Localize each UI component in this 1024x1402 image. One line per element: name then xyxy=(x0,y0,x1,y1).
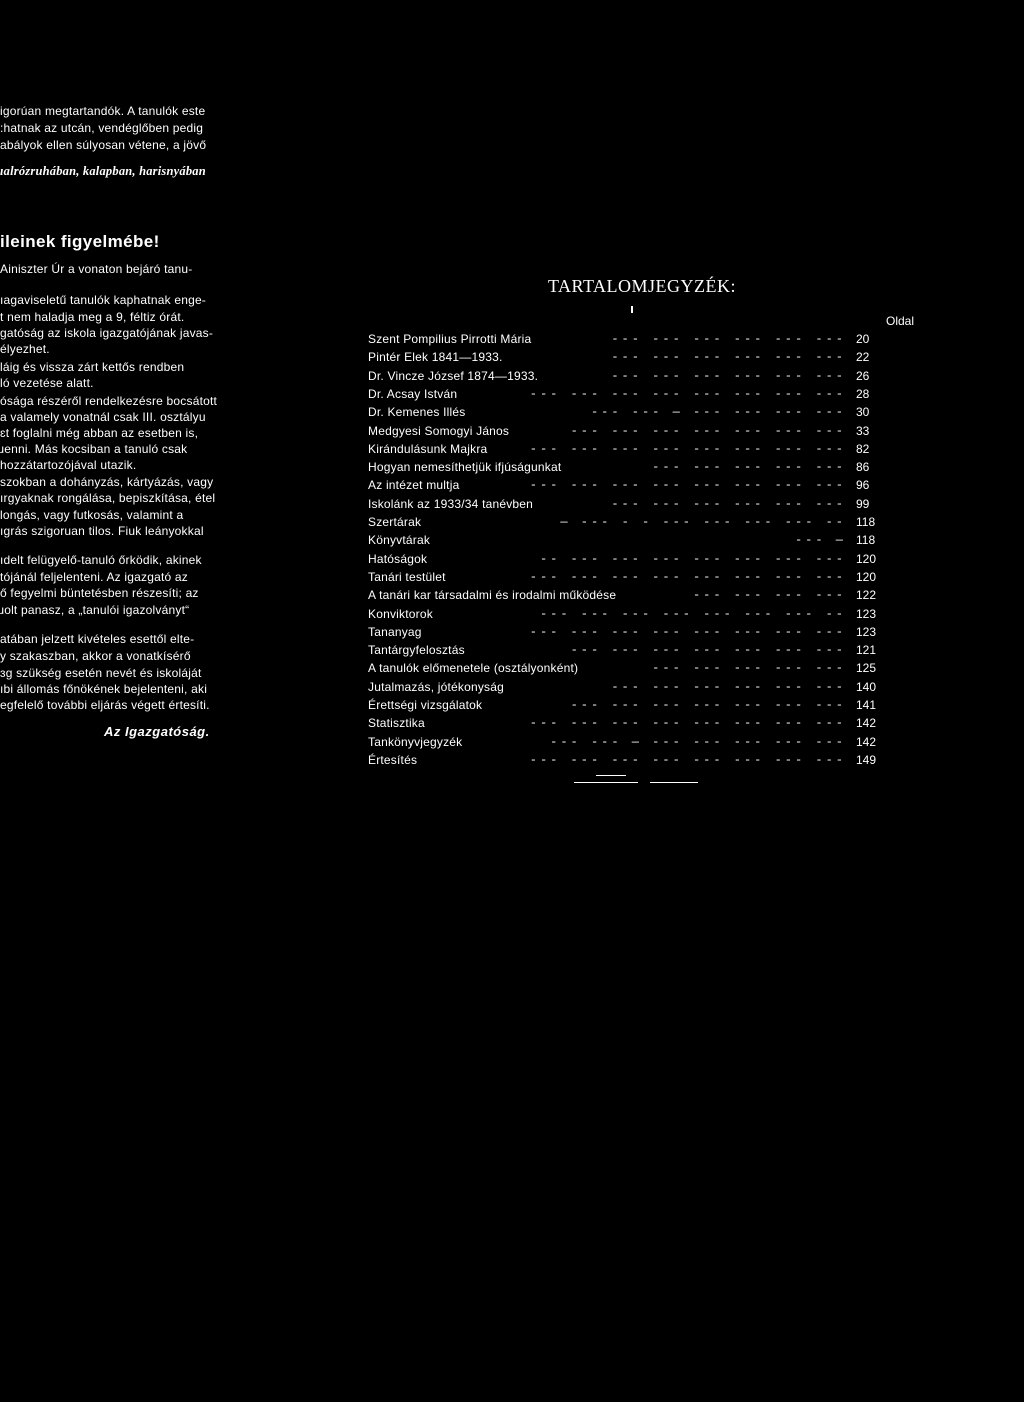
toc-entry-leader: --- --- — --- --- --- --- --- xyxy=(550,734,846,749)
rule-right xyxy=(650,782,698,783)
toc-entry-leader: --- --- --- --- --- --- xyxy=(611,679,846,694)
left-page-fragment xyxy=(0,0,240,739)
toc-entry-leader: --- --- --- --- --- --- --- --- xyxy=(529,569,846,584)
text-line: :hatnak az utcán, vendéglőben pedig xyxy=(0,121,204,135)
text-line-italic: ıalrózruhában, kalapban, harisnyában xyxy=(0,164,206,178)
rule-short xyxy=(596,775,626,776)
text-line: y szakaszban, akkor a vonatkísérő xyxy=(0,649,191,663)
toc-entry-label: Szent Pompilius Pirrotti Mária xyxy=(368,332,532,346)
toc-entry-leader: --- --- --- --- --- --- --- --- xyxy=(529,752,846,767)
text-line: Ainiszter Úr a vonaton bejáró tanu- xyxy=(0,262,193,276)
text-line: gatóság az iskola igazgatójának javas- xyxy=(0,326,214,340)
toc-entry xyxy=(368,680,886,696)
toc-entry-label: Iskolánk az 1933/34 tanévben xyxy=(368,496,534,511)
toc-entry-page: 125 xyxy=(856,661,877,676)
toc-entry-page: 20 xyxy=(856,332,870,346)
toc-entry-label: Tankönyvjegyzék xyxy=(368,734,463,749)
toc-entry-page: 123 xyxy=(856,624,877,639)
toc-entry-label: Könyvtárak xyxy=(368,533,431,548)
text-line: longás, vagy futkosás, valamint a xyxy=(0,508,184,522)
toc-entry-leader: --- --- --- --- --- --- --- --- xyxy=(529,624,846,639)
toc-entry xyxy=(368,607,886,623)
page-column-header: Oldal xyxy=(886,314,915,328)
toc-entry-label: Értesítés xyxy=(368,752,418,767)
toc-entry-leader: --- --- --- --- --- --- --- -- xyxy=(539,606,846,621)
toc-entry-leader: --- --- --- --- --- --- --- xyxy=(570,423,846,438)
toc-entry-label: Tanári testület xyxy=(368,569,446,584)
toc-entry-leader: --- — xyxy=(794,533,846,548)
toc-entry-label: Dr. Acsay István xyxy=(368,386,458,401)
text-line: ıagaviseletű tanulók kaphatnak enge- xyxy=(0,293,207,307)
toc-entry xyxy=(368,442,886,458)
toc-entry-label: Hatóságok xyxy=(368,551,428,566)
toc-entry xyxy=(368,387,886,403)
toc-entry-leader: --- --- --- --- --- --- --- --- xyxy=(529,716,846,731)
toc-entry-leader: --- --- --- --- --- --- --- xyxy=(570,698,846,712)
toc-entry-leader: --- --- --- --- --- --- --- --- xyxy=(529,478,846,493)
toc-entry-page: 121 xyxy=(856,643,877,658)
text-line: t nem haladja meg a 9, féltiz órát. xyxy=(0,310,185,324)
text-line: tójánál feljelenteni. Az igazgató az xyxy=(0,570,188,584)
toc-entry-leader: -- --- --- --- --- --- --- --- xyxy=(539,551,846,566)
toc-entry-page: 120 xyxy=(856,569,877,584)
toc-entry xyxy=(368,643,886,659)
toc-entry-page: 28 xyxy=(856,386,870,401)
text-line: ıbi állomás főnökének bejelenteni, aki xyxy=(0,682,208,696)
text-line: ırgyaknak rongálása, bepiszkítása, étel xyxy=(0,491,216,505)
toc-entry xyxy=(368,552,886,568)
toc-entry-label: Érettségi vizsgálatok xyxy=(368,698,483,712)
toc-title: TARTALOMJEGYZÉK: xyxy=(548,276,737,296)
toc-entry-leader: --- --- --- --- --- --- xyxy=(611,496,846,511)
toc-entry-page: 99 xyxy=(856,496,870,511)
text-line: ló vezetése alatt. xyxy=(0,376,94,390)
text-line: ő fegyelmi büntetésben részesíti; az xyxy=(0,586,199,600)
toc-entry-leader: — --- - - --- --- --- --- -- xyxy=(560,515,846,529)
toc-entry-label: A tanári kar társadalmi és irodalmi működése xyxy=(368,588,617,603)
toc-entry xyxy=(368,424,886,440)
text-line: ósága részéről rendelkezésre bocsátott xyxy=(0,394,218,408)
toc-entry xyxy=(368,497,886,513)
toc-entry-page: 118 xyxy=(856,515,876,529)
toc-entry xyxy=(368,350,886,366)
toc-entry-label: A tanulók előmenetele (osztályonként) xyxy=(368,661,579,676)
toc-entry-label: Szertárak xyxy=(368,515,422,529)
toc-entry-page: 123 xyxy=(856,606,877,621)
toc-entry xyxy=(368,661,886,677)
toc-entry-page: 122 xyxy=(856,588,877,603)
toc-entry-label: Dr. Kemenes Illés xyxy=(368,405,466,420)
toc-entry xyxy=(368,588,886,604)
toc-entry-page: 149 xyxy=(856,752,877,767)
toc-entry-leader: --- --- --- --- --- --- xyxy=(611,368,846,383)
toc-entry-leader: --- --- --- --- --- --- xyxy=(611,350,846,365)
text-line: láig és vissza zárt kettős rendben xyxy=(0,360,185,374)
toc-entry xyxy=(368,460,886,476)
toc-entry-label: Jutalmazás, jótékonyság xyxy=(368,679,505,694)
text-line: abályok ellen súlyosan vétene, a jövő xyxy=(0,138,207,152)
toc-entry xyxy=(368,478,886,494)
text-line: szokban a dohányzás, kártyázás, vagy xyxy=(0,475,214,489)
toc-entry xyxy=(368,698,886,714)
text-line: ɜg szükség esetén nevét és iskoláját xyxy=(0,666,202,680)
toc-entry-label: Hogyan nemesíthetjük ifjúságunkat xyxy=(368,460,562,475)
toc-entry-label: Tantárgyfelosztás xyxy=(368,643,465,658)
text-line: ɹenni. Más kocsiban a tanuló csak xyxy=(0,442,188,456)
signature-line: Az Igazgatóság. xyxy=(104,724,210,739)
text-line: ɹolt panasz, a „tanulói igazolványt“ xyxy=(0,603,190,617)
toc-entry xyxy=(368,735,886,751)
toc-entry xyxy=(368,405,886,421)
toc-entry-page: 118 xyxy=(856,533,876,548)
toc-entry-page: 96 xyxy=(856,478,870,493)
toc-entry xyxy=(368,369,886,385)
toc-entry-label: Medgyesi Somogyi János xyxy=(368,423,510,438)
toc-entry-page: 141 xyxy=(856,698,877,712)
text-line: egfelelő további eljárás végett értesíti. xyxy=(0,698,210,712)
toc-entry xyxy=(368,533,886,549)
text-line: ıgrás szigoruan tilos. Fiuk leányokkal xyxy=(0,524,204,538)
text-line: igorúan megtartandók. A tanulók este xyxy=(0,104,206,118)
toc-entry xyxy=(368,716,886,732)
toc-entry xyxy=(368,515,886,531)
text-line: atában jelzett kivételes esettől elte- xyxy=(0,632,195,646)
toc-entry-page: 140 xyxy=(856,679,877,694)
toc-entry-page: 22 xyxy=(856,350,870,365)
text-line: ıdelt felügyelő-tanuló őrködik, akinek xyxy=(0,553,202,567)
toc-entry-label: Statisztika xyxy=(368,716,425,731)
toc-entry-page: 30 xyxy=(856,405,870,420)
toc-entry-page: 26 xyxy=(856,368,870,383)
toc-entry-label: Pintér Elek 1841—1933. xyxy=(368,350,503,365)
toc-entry-leader: --- --- --- --- --- xyxy=(652,460,846,475)
toc-entry-leader: --- --- --- --- --- xyxy=(652,661,846,676)
toc-entry-label: Dr. Vincze József 1874—1933. xyxy=(368,368,539,383)
toc-entry-leader: --- --- --- --- --- --- --- xyxy=(570,643,846,658)
toc-entry xyxy=(368,332,886,348)
toc-entry-label: Az intézet multja xyxy=(368,478,460,493)
toc-entry-page: 82 xyxy=(856,441,870,456)
toc-entry-page: 86 xyxy=(856,460,870,475)
toc-entry-leader: --- --- --- --- --- --- --- --- xyxy=(529,441,846,456)
toc-entry-label: Kirándulásunk Majkra xyxy=(368,441,488,456)
title-mark xyxy=(631,306,633,313)
toc-entry xyxy=(368,625,886,641)
toc-entry-page: 142 xyxy=(856,716,877,731)
toc-entry-page: 142 xyxy=(856,734,877,749)
table-of-contents xyxy=(368,270,928,770)
toc-entry-label: Tananyag xyxy=(368,624,422,639)
toc-entry-leader: --- --- — --- --- --- --- xyxy=(590,405,846,420)
toc-entry-leader: --- --- --- --- --- --- xyxy=(611,332,846,346)
toc-entry xyxy=(368,570,886,586)
toc-entry xyxy=(368,753,886,769)
toc-entry-page: 120 xyxy=(856,551,877,566)
text-line: élyezhet. xyxy=(0,342,50,356)
section-heading: ileinek figyelmébe! xyxy=(0,232,160,251)
rule-left xyxy=(574,782,638,783)
toc-entry-leader: --- --- --- --- xyxy=(692,588,846,603)
toc-entry-leader: --- --- --- --- --- --- --- --- xyxy=(529,386,846,401)
toc-entry-label: Konviktorok xyxy=(368,606,433,621)
text-line: hozzátartozójával utazik. xyxy=(0,458,137,472)
text-line: a valamely vonatnál csak III. osztályu xyxy=(0,410,206,424)
toc-entry-page: 33 xyxy=(856,423,870,438)
text-line: ɛt foglalni még abban az esetben is, xyxy=(0,426,199,440)
